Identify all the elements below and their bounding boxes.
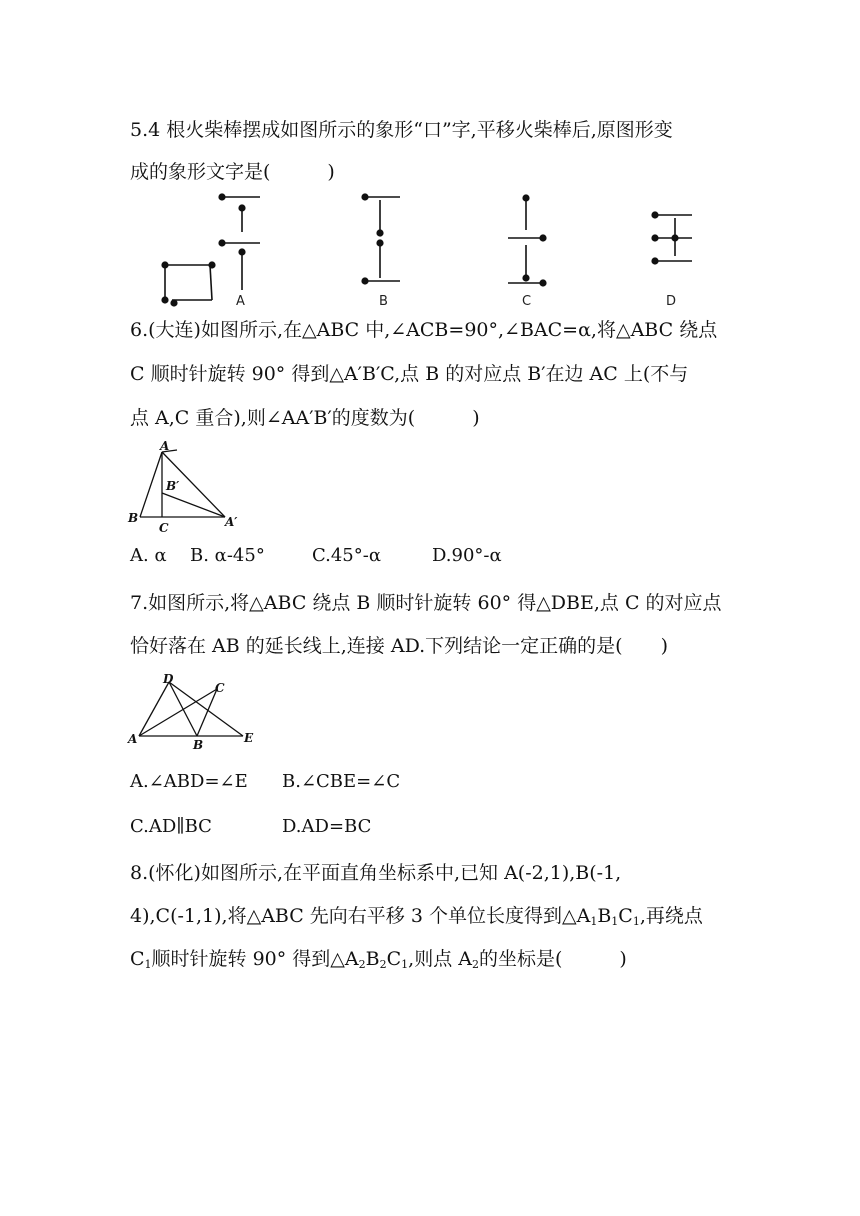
q5-line-2: 成的象形文字是( ) (130, 161, 335, 183)
q5-line-1: 5.4 根火柴棒摆成如图所示的象形“口”字,平移火柴棒后,原图形变 (130, 119, 673, 141)
q6-option-b: B. α-45° (190, 545, 265, 566)
q6-label-c: C (159, 521, 169, 535)
q7-line-2: 恰好落在 AB 的延长线上,连接 AD.下列结论一定正确的是( ) (130, 635, 668, 657)
q5-label-b: B (379, 294, 388, 309)
q7-figure (125, 672, 265, 752)
q7-option-b: B.∠CBE=∠C (282, 771, 401, 792)
q6-option-d: D.90°-α (432, 545, 502, 566)
q6-option-a: A. α (130, 545, 167, 566)
q5-original-square (162, 262, 215, 306)
q6-option-c: C.45°-α (312, 545, 381, 566)
q7-label-d: D (163, 672, 174, 686)
q6-figure (125, 440, 255, 540)
q5-option-a-figure (219, 194, 260, 290)
q8-line-2: 4),C(-1,1),将△ABC 先向右平移 3 个单位长度得到$\triangle A_1B_1C_1$,再绕点 (130, 905, 703, 928)
q8-line-1: 8.(怀化)如图所示,在平面直角坐标系中,已知 A(-2,1),B(-1, (130, 862, 622, 884)
q8-line-3: $C_1$顺时针旋转 90° 得到$\triangle A_2B_2C_1$,则点 $A_2$的坐标是( ) (130, 948, 627, 971)
q6-label-a: A (160, 439, 170, 453)
q7-option-d: D.AD=BC (282, 816, 372, 837)
q5-label-c: C (522, 294, 532, 309)
q6-line-3: 点 A,C 重合),则∠AA′B′的度数为( ) (130, 407, 480, 429)
q7-line-1: 7.如图所示,将△ABC 绕点 B 顺时针旋转 60° 得△DBE,点 C 的对应点 (130, 592, 722, 614)
q7-label-a: A (128, 732, 138, 746)
q5-option-b-figure (362, 194, 400, 284)
q6-line-1: 6.(大连)如图所示,在△ABC 中,∠ACB=90°,∠BAC=α,将△ABC 绕点 (130, 319, 718, 341)
q7-label-e: E (244, 731, 254, 745)
q6-label-a-prime: A′ (225, 515, 238, 529)
q7-label-b: B (193, 738, 204, 752)
q5-option-c-figure (508, 195, 546, 286)
q5-label-d: D (666, 294, 677, 309)
q6-label-b: B (128, 511, 139, 525)
q7-option-a: A.∠ABD=∠E (130, 771, 248, 792)
q7-option-c: C.AD∥BC (130, 816, 212, 837)
q7-label-c: C (215, 681, 225, 695)
q6-label-b-prime: B′ (166, 479, 180, 493)
q5-option-d-figure (652, 212, 692, 264)
q5-label-a: A (236, 294, 245, 309)
q5-figure (150, 190, 710, 310)
q6-line-2: C 顺时针旋转 90° 得到△A′B′C,点 B 的对应点 B′在边 AC 上(不与 (130, 363, 689, 385)
